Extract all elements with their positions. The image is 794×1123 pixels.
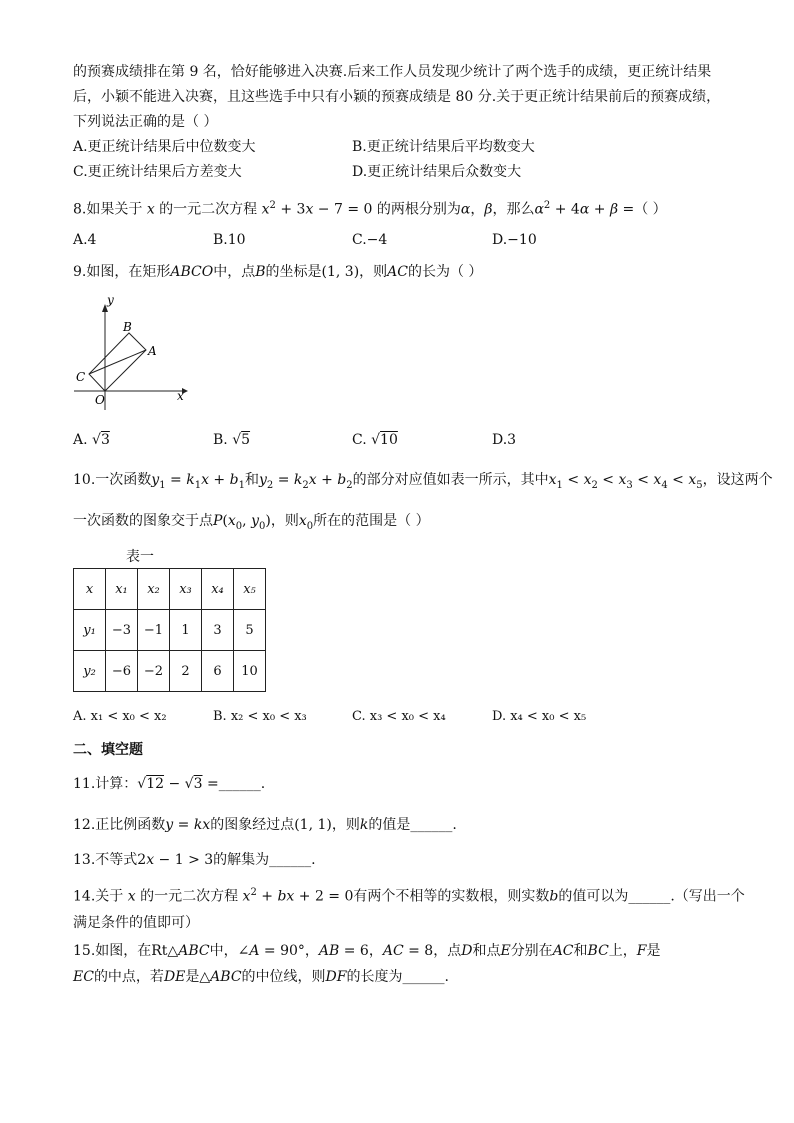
q7-line3: 下列说法正确的是（ ） <box>73 114 218 130</box>
cell: −2 <box>138 651 170 692</box>
q8-option-b: B.10 <box>213 232 246 248</box>
cell: x₃ <box>170 569 202 610</box>
q15-line2: EC的中点，若DE是△ABC的中位线，则DF的长度为______. <box>73 969 449 985</box>
q9-rectangle-figure <box>70 292 195 414</box>
values-table <box>73 568 266 692</box>
q7-option-a: A.更正统计结果后中位数变大 <box>73 139 256 155</box>
cell: x₂ <box>138 569 170 610</box>
label-o: O <box>95 393 105 407</box>
cell: 5 <box>234 610 266 651</box>
q7-option-d: D.更正统计结果后众数变大 <box>352 164 522 180</box>
cell: x₁ <box>106 569 138 610</box>
q10-option-d: D. x₄ < x₀ < x₅ <box>492 709 587 724</box>
cell: −6 <box>106 651 138 692</box>
table-row <box>74 610 266 651</box>
cell: x₅ <box>234 569 266 610</box>
q7-line2: 后，小颖不能进入决赛，且这些选手中只有小颖的预赛成绩是 80 分.关于更正统计结果前后的预赛成绩， <box>73 89 721 105</box>
cell: x <box>74 569 106 610</box>
q14-line1: 14.关于 x 的一元二次方程 $x^2$ + bx + 2 = 0有两个不相等的实数根，则实数b的值可以为______.（写出一个 <box>73 887 745 905</box>
table-row <box>74 651 266 692</box>
cell: y₂ <box>74 651 106 692</box>
label-x: x <box>177 389 184 403</box>
cell: 3 <box>202 610 234 651</box>
label-a: A <box>148 344 157 358</box>
q11: 11.计算：√12 − √3 =______. <box>73 776 266 792</box>
cell: x₄ <box>202 569 234 610</box>
q7-option-b: B.更正统计结果后平均数变大 <box>352 139 535 155</box>
q7-line1: 的预赛成绩排在第 9 名，恰好能够进入决赛.后来工作人员发现少统计了两个选手的成绩，更正统计结果 <box>73 64 712 80</box>
diagonal-ac <box>89 350 146 374</box>
label-y: y <box>107 293 114 307</box>
q10-option-b: B. x₂ < x₀ < x₃ <box>213 709 307 724</box>
cell: y₁ <box>74 610 106 651</box>
label-c: C <box>76 370 86 384</box>
table-row <box>74 569 266 610</box>
q7-option-c: C.更正统计结果后方差变大 <box>73 164 242 180</box>
q12: 12.正比例函数y = kx的图象经过点(1, 1)，则k的值是______. <box>73 817 457 833</box>
table-caption: 表一 <box>126 549 154 565</box>
q8-option-c: C.−4 <box>352 232 388 248</box>
q14-line2: 满足条件的值即可） <box>73 915 199 931</box>
q10-option-c: C. x₃ < x₀ < x₄ <box>352 709 446 724</box>
q10-option-a: A. x₁ < x₀ < x₂ <box>73 709 167 724</box>
section-title: 二、填空题 <box>73 742 143 758</box>
q9-option-d: D.3 <box>492 432 517 448</box>
q15-line1: 15.如图，在Rt△ABC中，∠A = 90°，AB = 6，AC = 8，点D和点E分别在AC和BC上，F是 <box>73 943 661 959</box>
q13: 13.不等式2x − 1 > 3的解集为______. <box>73 852 316 868</box>
q10-stem-line2: 一次函数的图象交于点$P(x_0$, $y_0$)，则$x_0$所在的范围是（ ） <box>73 513 430 532</box>
q9-stem: 9.如图，在矩形ABCO中，点B的坐标是(1, 3)，则AC的长为（ ） <box>73 264 483 280</box>
q8-option-a: A.4 <box>73 232 97 248</box>
cell: −3 <box>106 610 138 651</box>
q8-stem: 8.如果关于 x 的一元二次方程 $x^2 + 3x - 7 = 0$ 的两根分别为α，β，那么$\alpha^2 + 4\alpha + \beta$ =（ ） <box>73 200 667 218</box>
q9-option-b: B. √5 <box>213 432 251 448</box>
cell: 1 <box>170 610 202 651</box>
q10-stem-line1: 10.一次函数$y_1 = k_1x + b_1$和$y_2 = k_2x + b_2$的部分对应值如表一所示，其中$x_1 < x_2 < x_3 < x_4 < x_5$，设这两个 <box>73 472 773 491</box>
q9-option-a: A. √3 <box>73 432 110 448</box>
cell: 10 <box>234 651 266 692</box>
cell: 6 <box>202 651 234 692</box>
cell: 2 <box>170 651 202 692</box>
q9-option-c: C. √10 <box>352 432 398 448</box>
q8-option-d: D.−10 <box>492 232 537 248</box>
label-b: B <box>123 320 132 334</box>
cell: −1 <box>138 610 170 651</box>
